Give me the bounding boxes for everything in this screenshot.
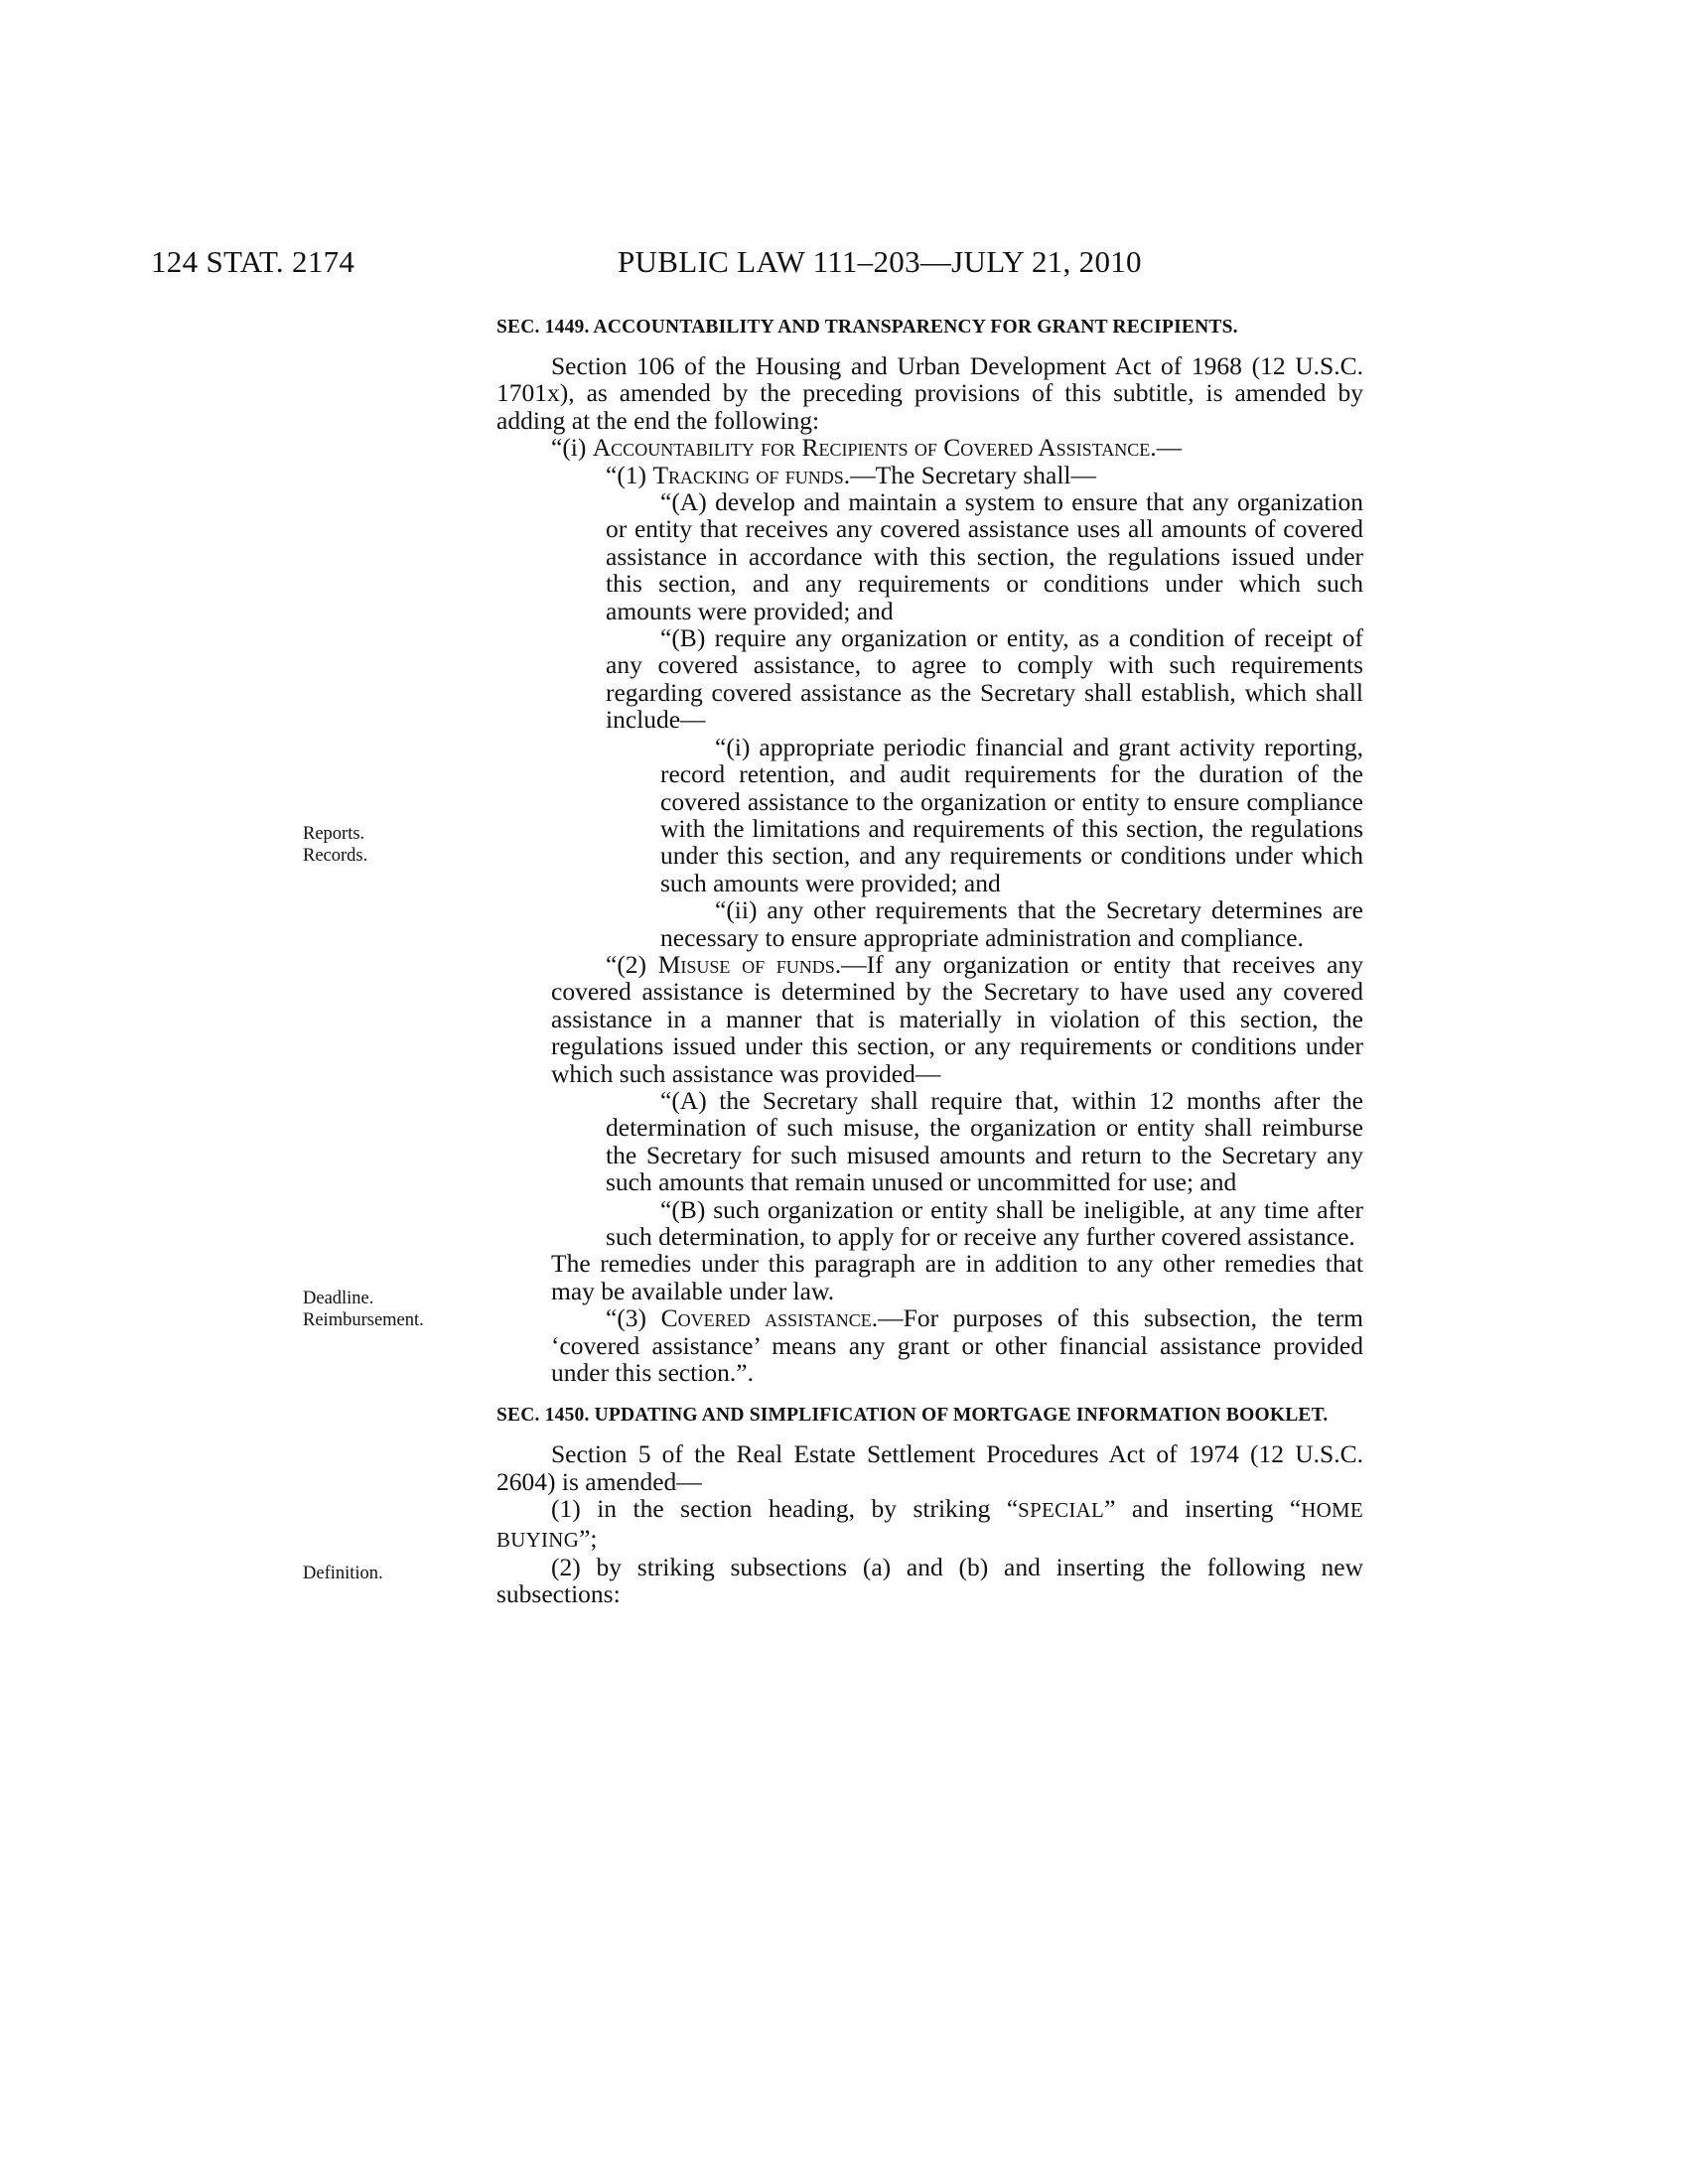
margin-note-deadline: Deadline.: [303, 1289, 374, 1308]
margin-note-reimbursement: Reimbursement.: [303, 1310, 424, 1330]
subsection-i-title: Accountability for Recipients of Covered Assistance.: [592, 433, 1157, 463]
paragraph-1-b: “(B) require any organization or entity, as a condition of receipt of any covered assistance, to agree to comply with such requirements regarding covered assistance as the Secretary shall establish, which shall include—: [606, 623, 1363, 735]
paragraph-1-title: Tracking of funds.: [652, 460, 851, 489]
subsection-i-dash: —: [1156, 433, 1183, 463]
paragraph-2-a: “(A) the Secretary shall require that, within 12 months after the determination of such misuse, the organization or entity shall reimburse the Secretary for such misused amounts and return to the Secretary any such amounts that remain unused or uncommitted for use; and: [606, 1085, 1363, 1197]
paragraph-3-prefix: “(3): [606, 1303, 647, 1333]
paragraph-2-title: Misuse of funds.: [657, 949, 842, 979]
paragraph-1-a: “(A) develop and maintain a system to ensure that any organization or entity that receives any covered assistance uses all amounts of covered assistance in accordance with this section, the regulations issued under this section, and any requirements or conditions under which such amounts were provided; and: [606, 487, 1363, 625]
item-1-text-c: ”;: [579, 1523, 598, 1553]
item-1-insert-words: HOME BUYING: [496, 1498, 1363, 1552]
paragraph-3-text: —For purposes of this subsection, the term ‘covered assistance’ means any grant or other financial assistance provided under this section.”.: [551, 1303, 1364, 1388]
item-1-text-b: ” and inserting “: [1104, 1494, 1302, 1524]
section-1450-intro: Section 5 of the Real Estate Settlement Procedures Act of 1974 (12 U.S.C. 2604) is amended—: [496, 1439, 1363, 1496]
remedies-text: The remedies under this paragraph are in addition to any other remedies that may be available under law.: [551, 1249, 1363, 1305]
statute-text: [496, 316, 1363, 1608]
paragraph-3-title: Covered assistance.: [660, 1303, 879, 1333]
paragraph-1-b-ii: “(ii) any other requirements that the Secretary determines are necessary to ensure appropriate administration and compliance.: [660, 895, 1363, 952]
section-1450-item-1: [496, 1495, 1363, 1554]
item-1-strike-word: SPECIAL: [1018, 1498, 1105, 1523]
statute-page-number: 124 STAT. 2174: [151, 244, 355, 279]
paragraph-1: [496, 462, 1363, 488]
public-law-title: PUBLIC LAW 111–203—JULY 21, 2010: [618, 244, 1142, 279]
running-header: [0, 244, 1688, 284]
paragraph-2-prefix: “(2): [606, 949, 647, 979]
section-1449-intro: Section 106 of the Housing and Urban Development Act of 1968 (12 U.S.C. 1701x), as amended by the preceding provisions of this subtitle, is amended by adding at the end the following:: [496, 351, 1363, 435]
paragraph-2-text: —If any organization or entity that receives any covered assistance is determined by the Secretary to have used any covered assistance in a manner that is materially in violation of this section, the regulations issued under this section, or any requirements or conditions under which such assistance was provided—: [551, 949, 1363, 1088]
paragraph-2-b: “(B) such organization or entity shall be ineligible, at any time after such determination, to apply for or receive any further covered assistance.: [606, 1194, 1363, 1251]
item-1-text-a: (1) in the section heading, by striking “: [551, 1494, 1019, 1524]
section-1449-heading: SEC. 1449. ACCOUNTABILITY AND TRANSPARENCY FOR GRANT RECIPIENTS.: [496, 317, 1238, 338]
margin-note-records: Records.: [303, 846, 368, 866]
subsection-i-prefix: “(i): [551, 433, 587, 463]
paragraph-3: [496, 1304, 1363, 1386]
paragraph-1-prefix: “(1): [606, 460, 647, 489]
margin-note-reports: Reports.: [303, 824, 365, 844]
paragraph-1-text: —The Secretary shall—: [850, 460, 1096, 489]
section-1450-heading: SEC. 1450. UPDATING AND SIMPLIFICATION OF MORTGAGE INFORMATION BOOKLET.: [496, 1405, 1329, 1427]
subsection-i-heading: [496, 434, 1363, 461]
paragraph-1-b-i: “(i) appropriate periodic financial and grant activity reporting, record retention, and audit requirements for the duration of the covered assistance to the organization or entity to ensure compliance with the limitations and requirements of this section, the regulations under this section, and any requirements or conditions under which such amounts were provided; and: [660, 732, 1363, 897]
section-1450-item-2: (2) by striking subsections (a) and (b) and inserting the following new subsections:: [496, 1553, 1363, 1609]
margin-note-definition: Definition.: [303, 1564, 383, 1583]
paragraph-2: [496, 951, 1363, 1087]
